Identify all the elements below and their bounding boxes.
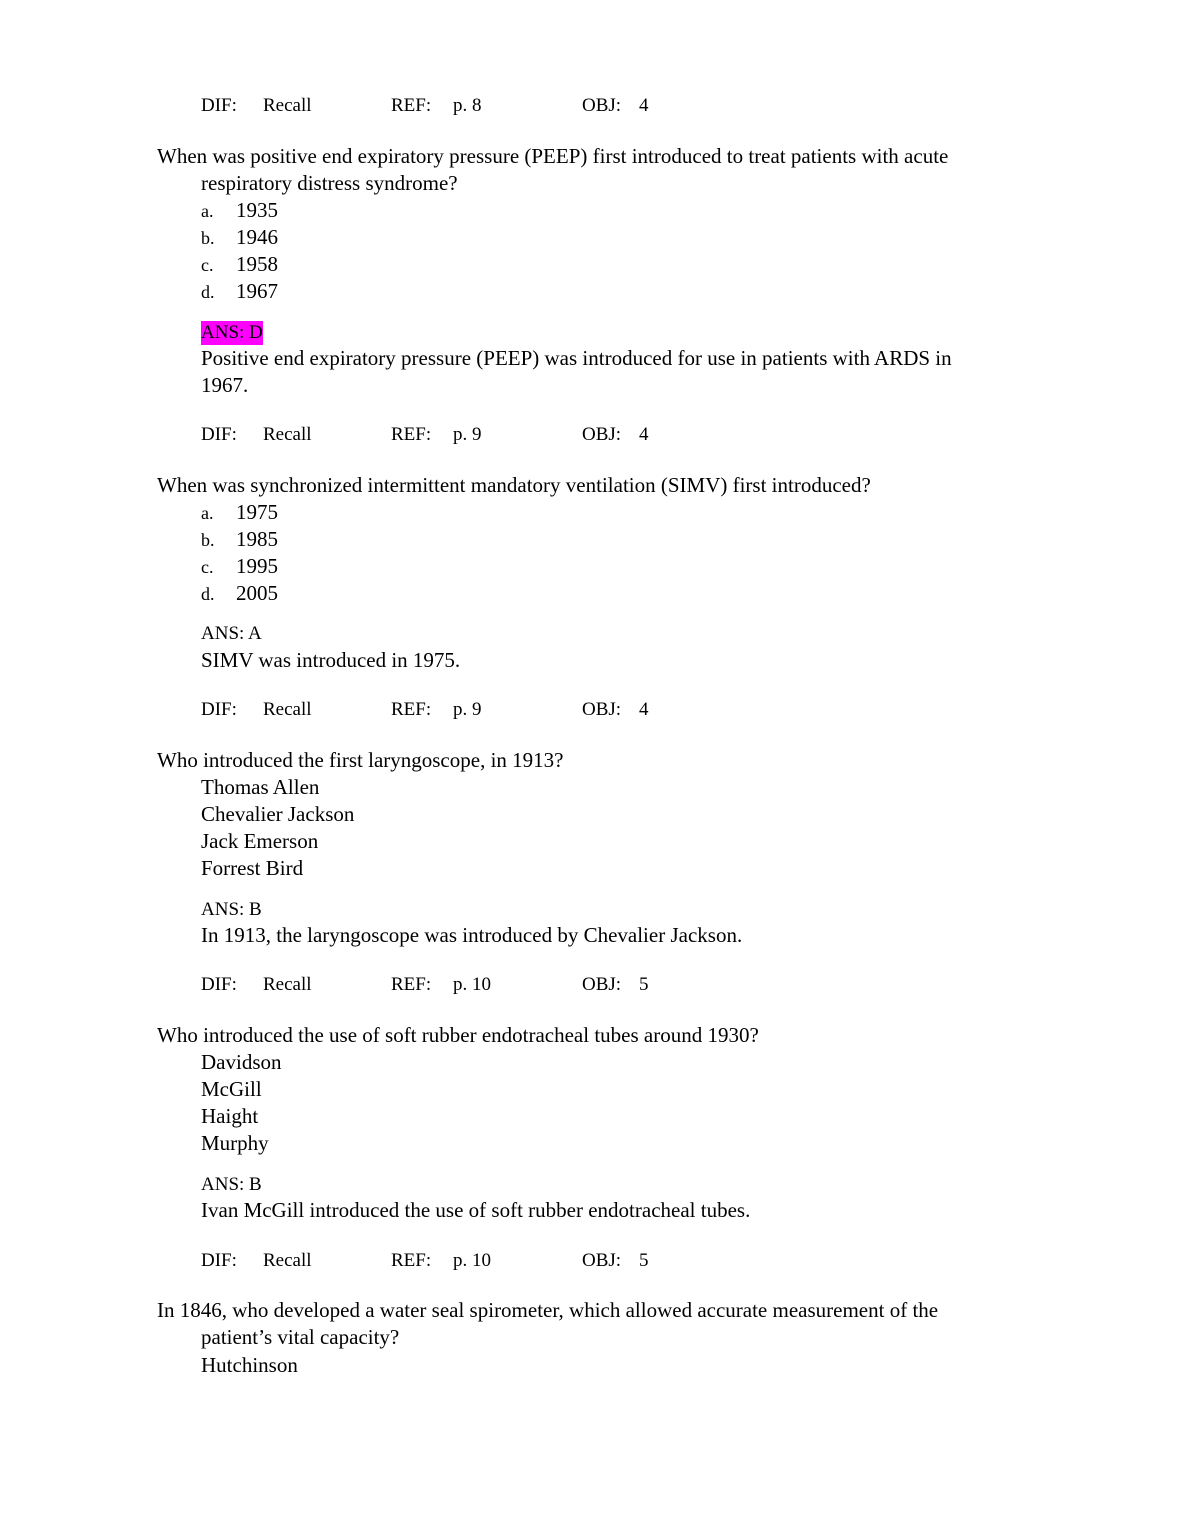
obj-label: OBJ:: [582, 974, 622, 995]
option-letter: c.: [201, 557, 214, 577]
option-letter: a.: [201, 503, 214, 523]
option-text: Hutchinson: [201, 1353, 298, 1377]
option-text: Haight: [201, 1104, 259, 1128]
ref-label: REF:: [391, 1250, 432, 1271]
option-text: Chevalier Jackson: [201, 802, 355, 826]
obj-value: 4: [639, 95, 649, 116]
option-text: 1985: [236, 527, 278, 551]
obj-value: 4: [639, 424, 649, 445]
ref-label: REF:: [391, 95, 432, 116]
question-stem: Who introduced the first laryngoscope, in 1913?: [157, 748, 564, 772]
obj-value: 4: [639, 699, 649, 720]
dif-value: Recall: [263, 424, 312, 445]
ref-value: p. 9: [453, 424, 482, 445]
option-text: Jack Emerson: [201, 829, 319, 853]
option-letter: d.: [201, 282, 215, 302]
ref-label: REF:: [391, 699, 432, 720]
rationale: Ivan McGill introduced the use of soft rubber endotracheal tubes.: [201, 1198, 751, 1222]
question-stem-continued: patient’s vital capacity?: [201, 1325, 400, 1349]
ref-value: p. 10: [453, 1250, 491, 1271]
rationale: SIMV was introduced in 1975.: [201, 648, 461, 672]
question-stem: In 1846, who developed a water seal spirometer, which allowed accurate measurement of the: [157, 1298, 939, 1322]
option-text: 1975: [236, 500, 278, 524]
ref-label: REF:: [391, 424, 432, 445]
rationale: Positive end expiratory pressure (PEEP) was introduced for use in patients with ARDS in: [201, 346, 952, 370]
question-stem-continued: respiratory distress syndrome?: [201, 171, 458, 195]
option-text: Forrest Bird: [201, 856, 304, 880]
option-letter: d.: [201, 584, 215, 604]
dif-value: Recall: [263, 699, 312, 720]
answer-key-highlighted: ANS: D: [201, 322, 263, 343]
obj-label: OBJ:: [582, 95, 622, 116]
ref-value: p. 9: [453, 699, 482, 720]
option-text: Murphy: [201, 1131, 269, 1155]
option-letter: b.: [201, 228, 215, 248]
dif-value: Recall: [263, 1250, 312, 1271]
option-text: 1946: [236, 225, 278, 249]
ref-value: p. 10: [453, 974, 491, 995]
option-text: 2005: [236, 581, 278, 605]
obj-label: OBJ:: [582, 424, 622, 445]
answer-key: ANS: B: [201, 899, 262, 920]
obj-label: OBJ:: [582, 1250, 622, 1271]
dif-label: DIF:: [201, 699, 237, 720]
dif-value: Recall: [263, 95, 312, 116]
option-letter: a.: [201, 201, 214, 221]
dif-value: Recall: [263, 974, 312, 995]
question-stem: When was synchronized intermittent mandatory ventilation (SIMV) first introduced?: [157, 473, 871, 497]
obj-value: 5: [639, 1250, 649, 1271]
option-text: McGill: [201, 1077, 262, 1101]
dif-label: DIF:: [201, 95, 237, 116]
option-text: 1958: [236, 252, 278, 276]
question-stem: Who introduced the use of soft rubber endotracheal tubes around 1930?: [157, 1023, 759, 1047]
obj-value: 5: [639, 974, 649, 995]
option-text: 1967: [236, 279, 278, 303]
dif-label: DIF:: [201, 974, 237, 995]
answer-key: ANS: B: [201, 1174, 262, 1195]
option-text: 1995: [236, 554, 278, 578]
dif-label: DIF:: [201, 424, 237, 445]
obj-label: OBJ:: [582, 699, 622, 720]
ref-label: REF:: [391, 974, 432, 995]
rationale: In 1913, the laryngoscope was introduced by Chevalier Jackson.: [201, 923, 743, 947]
ref-value: p. 8: [453, 95, 482, 116]
option-text: Davidson: [201, 1050, 282, 1074]
question-stem: When was positive end expiratory pressure (PEEP) first introduced to treat patients with acute: [157, 144, 949, 168]
option-letter: c.: [201, 255, 214, 275]
answer-key: ANS: A: [201, 623, 262, 644]
option-text: 1935: [236, 198, 278, 222]
dif-label: DIF:: [201, 1250, 237, 1271]
rationale-continued: 1967.: [201, 373, 249, 397]
option-text: Thomas Allen: [201, 775, 320, 799]
option-letter: b.: [201, 530, 215, 550]
